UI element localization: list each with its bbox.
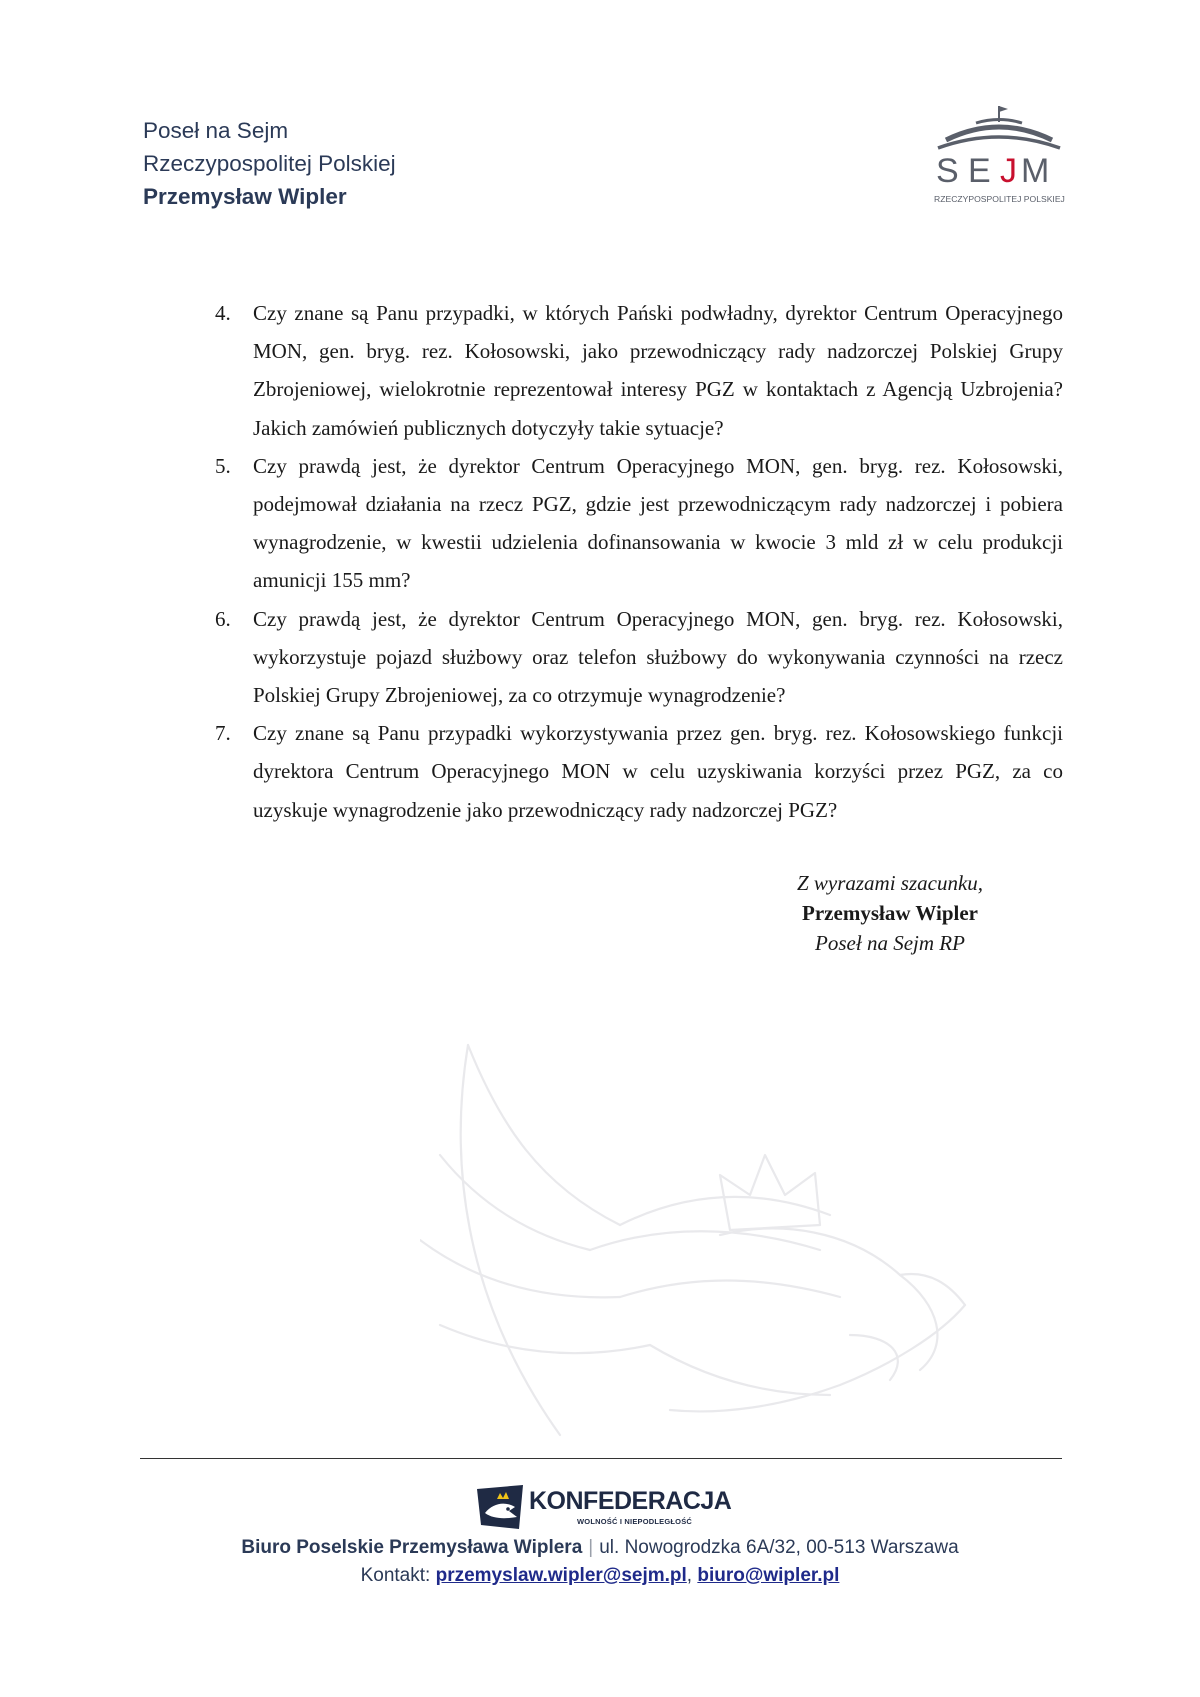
sender-title: Poseł na Sejm [143, 118, 289, 143]
logo-letter-s: S [936, 152, 959, 190]
question-text: Czy prawdą jest, że dyrektor Centrum Operacyjnego MON, gen. bryg. rez. Kołosowski, wykorzystuje pojazd służbowy oraz telefon służbowy do wykonywania czynności na rzecz Polskiej Grupy Zbrojeniowej, za co otrzymuje wynagrodzenie? [253, 606, 1063, 708]
question-text: Czy znane są Panu przypadki, w których Pański podwładny, dyrektor Centrum Operacyjnego MON, gen. bryg. rez. Kołosowski, jako przewodniczący rady nadzorczej Polskiej Grupy Zbrojeniowej, wielokrotnie reprezentował interesy PGZ w kontaktach z Agencją Uzbrojenia? Jakich zamówień publicznych dotyczyły takie sytuacje? [253, 301, 1063, 440]
questions-list [207, 294, 1063, 829]
question-text: Czy znane są Panu przypadki wykorzystywania przez gen. bryg. rez. Kołosowskiego funkcji dyrektora Centrum Operacyjnego MON w celu uzyskiwania korzyści przez PGZ, za co uzyskuje wynagrodzenie jako przewodniczący rady nadzorczej PGZ? [253, 721, 1063, 822]
eagle-crown-watermark-icon [420, 1035, 1100, 1445]
sejm-logo [918, 104, 1068, 214]
office-name: Biuro Poselskie Przemysława Wiplera [241, 1537, 583, 1558]
konfederacja-wordmark: KONFEDERACJA [529, 1487, 732, 1515]
footer-address-line [0, 1537, 1200, 1559]
question-item [207, 294, 1063, 447]
question-number: 6. [215, 606, 231, 631]
question-text: Czy prawdą jest, że dyrektor Centrum Operacyjnego MON, gen. bryg. rez. Kołosowski, podejmował działania na rzecz PGZ, gdzie jest przewodniczącym rady nadzorczej i pobiera wynagrodzenie, w kwestii udzielenia dofinansowania w kwocie 3 mld zł w celu produkcji amunicji 155 mm? [253, 453, 1063, 593]
question-item [207, 447, 1063, 600]
signatory-name: Przemysław Wipler [802, 901, 978, 925]
logo-letter-j: J [1000, 152, 1017, 190]
contact-comma: , [686, 1565, 693, 1586]
signature-block [730, 868, 1050, 958]
sender-name: Przemysław Wipler [143, 184, 347, 209]
question-number: 4. [215, 301, 231, 325]
question-number: 7. [215, 721, 231, 746]
logo-letter-e: E [968, 152, 991, 190]
letterhead-sender [143, 114, 396, 213]
footer-separator: | [588, 1537, 594, 1558]
email-link-sejm[interactable]: przemyslaw.wipler@sejm.pl [435, 1565, 687, 1586]
contact-label: Kontakt: [360, 1565, 431, 1586]
logo-letter-m: M [1021, 152, 1050, 190]
konfederacja-eagle-icon [475, 1483, 525, 1531]
email-link-biuro[interactable]: biuro@wipler.pl [697, 1565, 840, 1586]
konfederacja-tagline: WOLNOŚĆ I NIEPODLEGŁOŚĆ [577, 1517, 693, 1526]
question-item [207, 714, 1063, 829]
question-item [207, 600, 1063, 715]
question-number: 5. [215, 453, 231, 478]
office-address: ul. Nowogrodzka 6A/32, 00-513 Warszawa [599, 1537, 959, 1558]
footer-contact-line [0, 1565, 1200, 1587]
logo-subtitle: RZECZYPOSPOLITEJ POLSKIEJ [934, 194, 1065, 204]
sejm-building-icon [938, 106, 1060, 148]
sender-country: Rzeczypospolitej Polskiej [143, 151, 396, 176]
signatory-title: Poseł na Sejm RP [815, 931, 965, 955]
konfederacja-logo [475, 1483, 735, 1535]
closing-phrase: Z wyrazami szacunku, [796, 871, 984, 895]
footer-divider [140, 1458, 1062, 1459]
